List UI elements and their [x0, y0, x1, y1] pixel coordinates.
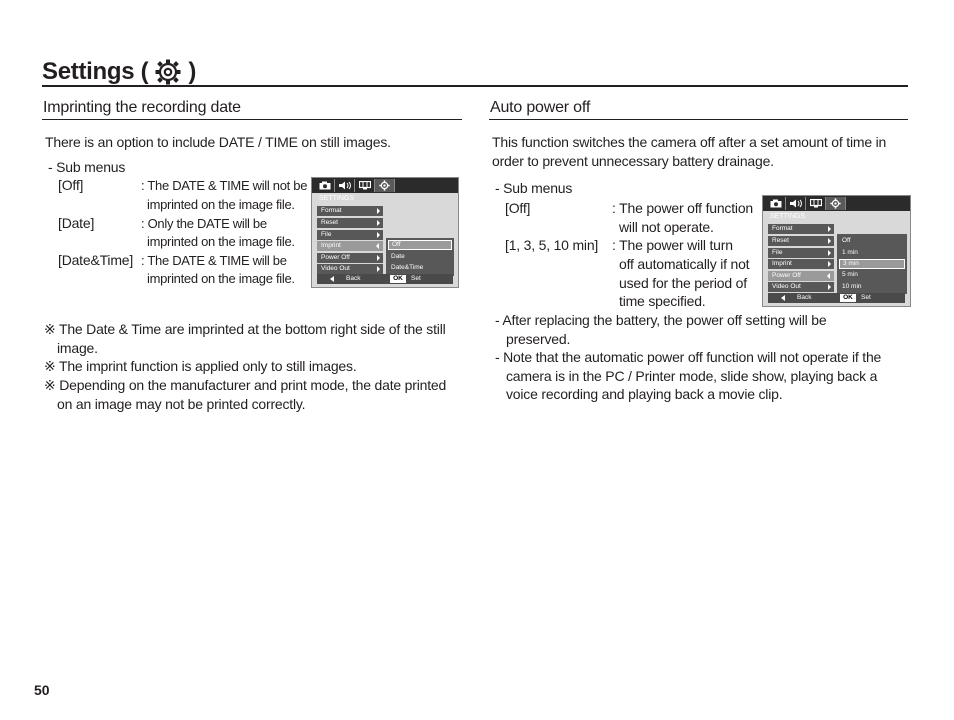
- left-note: on an image may not be printed correctly.: [57, 396, 306, 412]
- page-title: [42, 58, 196, 86]
- page-number: 50: [34, 682, 50, 698]
- right-note: camera is in the PC / Printer mode, slide show, playing back a: [506, 368, 878, 384]
- lcd-menu-label: Power Off: [321, 254, 350, 261]
- lcd-menu-item-video-out: [768, 282, 834, 292]
- lcd-footer: [768, 293, 905, 303]
- lcd-menu-item-format: [317, 206, 383, 216]
- lcd-menu-label: File: [321, 231, 332, 238]
- lcd-footer: [317, 274, 453, 284]
- section-rule-left: [42, 119, 462, 120]
- left-item-desc: imprinted on the image file.: [147, 234, 295, 249]
- left-note: ※ The imprint function is applied only to still images.: [44, 358, 357, 374]
- lcd-menu-label: Format: [772, 225, 793, 232]
- lcd-ok-badge: OK: [840, 294, 856, 302]
- right-item-key: [1, 3, 5, 10 min]: [505, 237, 599, 253]
- left-item-key: [Date]: [58, 215, 95, 231]
- lcd-menu-item-power-off: [317, 253, 383, 263]
- left-item-desc: imprinted on the image file.: [147, 197, 295, 212]
- right-note: - After replacing the battery, the power off setting will be: [495, 312, 827, 328]
- lcd-back-label: Back: [346, 275, 361, 282]
- lcd-menu-label: Video Out: [772, 283, 801, 290]
- sound-icon: [786, 197, 806, 210]
- lcd-menu-item-reset: [317, 218, 383, 228]
- lcd-menu-label: Reset: [772, 237, 789, 244]
- page-title-prefix: Settings (: [42, 58, 149, 85]
- lcd-menu-item-reset: [768, 236, 834, 246]
- right-item-desc: off automatically if not: [619, 256, 750, 272]
- left-item-desc: : The DATE & TIME will be: [141, 253, 287, 268]
- lcd-options: [386, 238, 454, 276]
- right-note: preserved.: [506, 331, 571, 347]
- lcd-menu-label: Format: [321, 207, 342, 214]
- camera-icon: [315, 179, 335, 192]
- section-rule-right: [489, 119, 908, 120]
- left-note: ※ The Date & Time are imprinted at the bottom right side of the still: [44, 321, 446, 337]
- lcd-menu-item-power-off: [768, 271, 834, 281]
- right-item-desc: will not operate.: [619, 219, 714, 235]
- back-arrow-icon: [330, 276, 334, 282]
- lcd-option-date: Date: [391, 253, 405, 260]
- camera-lcd-power-off: [762, 195, 911, 307]
- lcd-tab-bar: [312, 178, 458, 193]
- right-sub-label: - Sub menus: [495, 180, 573, 196]
- lcd-back-label: Back: [797, 294, 812, 301]
- lcd-option-3-min: 3 min: [839, 259, 905, 269]
- lcd-menu-item-file: [317, 230, 383, 240]
- right-item-desc: used for the period of: [619, 275, 747, 291]
- lcd-set-label: Set: [861, 294, 871, 301]
- lcd-menu-label: Reset: [321, 219, 338, 226]
- right-item-desc: time specified.: [619, 293, 706, 309]
- right-note: - Note that the automatic power off function will not operate if the: [495, 349, 882, 365]
- left-item-desc: : Only the DATE will be: [141, 216, 267, 231]
- display-icon: [355, 179, 375, 192]
- camera-lcd-imprint: [311, 177, 459, 288]
- left-note: image.: [57, 340, 98, 356]
- right-intro: This function switches the camera off after a set amount of time in: [492, 134, 887, 150]
- left-item-desc: : The DATE & TIME will not be: [141, 178, 308, 193]
- lcd-ok-badge: OK: [390, 275, 406, 283]
- title-rule: [42, 85, 908, 87]
- lcd-menu-item-video-out: [317, 264, 383, 274]
- lcd-menu-item-file: [768, 248, 834, 258]
- left-item-desc: imprinted on the image file.: [147, 271, 295, 286]
- lcd-menu-label: Power Off: [772, 272, 801, 279]
- left-note: ※ Depending on the manufacturer and print mode, the date printed: [44, 377, 447, 393]
- lcd-option-off: Off: [842, 237, 851, 244]
- lcd-menu-label: Imprint: [772, 260, 792, 267]
- right-item-desc: : The power off function: [612, 200, 753, 216]
- lcd-header: SETTINGS: [319, 195, 355, 202]
- lcd-menu-label: Video Out: [321, 265, 350, 272]
- lcd-body: [312, 193, 458, 287]
- gear-icon: [154, 58, 182, 86]
- camera-icon: [766, 197, 786, 210]
- sound-icon: [335, 179, 355, 192]
- lcd-menu-label: Imprint: [321, 242, 341, 249]
- left-sub-label: - Sub menus: [48, 159, 126, 175]
- right-intro: order to prevent unnecessary battery drainage.: [492, 153, 774, 169]
- right-note: voice recording and playing back a movie clip.: [506, 386, 783, 402]
- section-heading-auto-power-off: Auto power off: [490, 99, 591, 116]
- lcd-option-1-min: 1 min: [842, 249, 858, 256]
- lcd-option-date-time: Date&Time: [391, 264, 424, 271]
- lcd-body: [763, 211, 910, 306]
- lcd-menu-item-format: [768, 224, 834, 234]
- lcd-option-5-min: 5 min: [842, 271, 858, 278]
- lcd-options: [837, 234, 907, 294]
- lcd-option-off: Off: [388, 240, 452, 250]
- lcd-menu-item-imprint: [768, 259, 834, 269]
- lcd-option-10-min: 10 min: [842, 283, 862, 290]
- page-title-suffix: ): [188, 58, 197, 85]
- lcd-tab-bar: [763, 196, 910, 211]
- section-heading-imprint: Imprinting the recording date: [43, 99, 241, 116]
- gear-icon: [375, 179, 395, 192]
- right-item-desc: : The power will turn: [612, 237, 733, 253]
- lcd-menu-label: File: [772, 249, 783, 256]
- left-item-key: [Off]: [58, 177, 84, 193]
- lcd-set-label: Set: [411, 275, 421, 282]
- gear-icon: [826, 197, 846, 210]
- right-item-key: [Off]: [505, 200, 531, 216]
- lcd-menu-item-imprint: [317, 241, 383, 251]
- left-item-key: [Date&Time]: [58, 252, 134, 268]
- back-arrow-icon: [781, 295, 785, 301]
- lcd-header: SETTINGS: [770, 213, 806, 220]
- display-icon: [806, 197, 826, 210]
- left-intro: There is an option to include DATE / TIME on still images.: [45, 134, 391, 150]
